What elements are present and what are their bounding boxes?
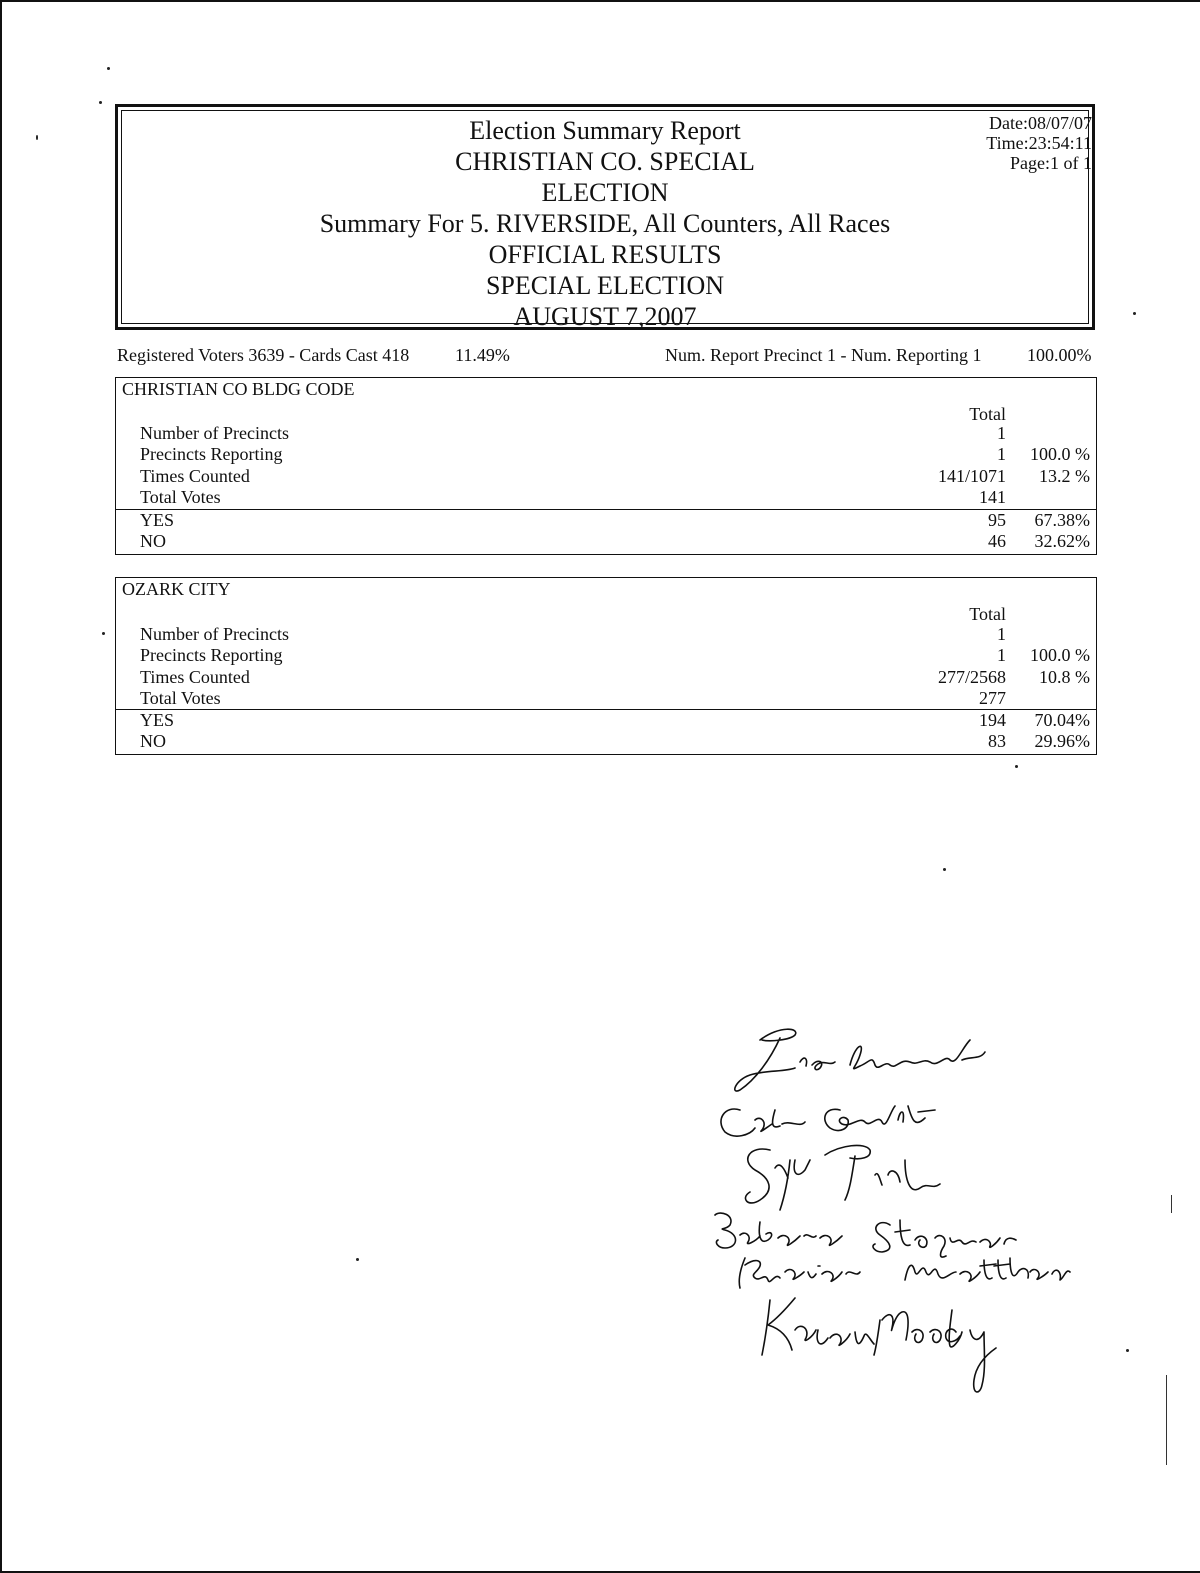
signatures-block <box>700 1010 1100 1400</box>
scan-speck <box>1015 765 1018 768</box>
turnout-percent: 11.49% <box>455 345 510 365</box>
row-percent: 10.8 % <box>1039 667 1090 687</box>
row-label: Total Votes <box>140 487 221 507</box>
registered-voters: Registered Voters 3639 - Cards Cast 418 <box>117 345 410 365</box>
county-name: CHRISTIAN CO. SPECIAL <box>455 147 755 176</box>
row-percent: 100.0 % <box>1030 444 1090 464</box>
race-title: CHRISTIAN CO BLDG CODE <box>122 379 355 399</box>
scan-mark <box>1171 1195 1172 1213</box>
race-title: OZARK CITY <box>122 579 231 599</box>
total-column-header: Total <box>969 604 1006 624</box>
row-label: NO <box>140 731 166 751</box>
page-border-left <box>0 0 2 1573</box>
scan-speck <box>356 1258 359 1261</box>
row-label: YES <box>140 510 175 530</box>
row-value: 194 <box>979 710 1006 730</box>
report-title-block <box>118 115 1092 332</box>
report-meta <box>986 113 1092 173</box>
row-label: NO <box>140 531 166 551</box>
election-label: ELECTION <box>541 178 669 207</box>
row-percent: 13.2 % <box>1039 466 1090 486</box>
row-percent: 70.04% <box>1034 710 1090 730</box>
race-ozark-city <box>115 577 1097 755</box>
signature-2 <box>721 1106 935 1136</box>
row-value: 95 <box>988 510 1006 530</box>
row-percent: 67.38% <box>1034 510 1090 530</box>
row-percent: 100.0 % <box>1030 645 1090 665</box>
row-value: 46 <box>988 531 1006 551</box>
scan-speck <box>99 101 102 104</box>
precinct-reporting: Num. Report Precinct 1 - Num. Reporting 1 <box>665 345 982 365</box>
table-row <box>116 645 1096 666</box>
table-row <box>116 466 1096 487</box>
signature-1 <box>735 1029 985 1091</box>
row-label: Precincts Reporting <box>140 645 283 665</box>
row-value: 141/1071 <box>937 466 1006 486</box>
signature-3 <box>745 1145 940 1210</box>
table-row <box>116 423 1096 444</box>
report-page: Page:1 of 1 <box>1010 153 1092 173</box>
scan-speck <box>1126 1349 1129 1352</box>
row-value: 83 <box>988 731 1006 751</box>
report-title: Election Summary Report <box>469 116 741 145</box>
row-value: 141 <box>979 487 1006 507</box>
table-row <box>116 688 1096 709</box>
scan-speck <box>102 632 105 635</box>
report-header <box>115 104 1095 330</box>
table-row <box>116 444 1096 465</box>
race-christian-co-bldg-code <box>115 377 1097 555</box>
row-value: 1 <box>997 423 1006 443</box>
row-value: 277/2568 <box>937 667 1006 687</box>
scan-speck <box>36 135 38 140</box>
scan-speck <box>943 868 946 871</box>
table-row <box>116 510 1096 531</box>
row-label: Times Counted <box>140 466 250 486</box>
row-label: Number of Precincts <box>140 423 289 443</box>
table-row <box>116 624 1096 645</box>
signature-5 <box>739 1258 1070 1288</box>
scan-speck <box>107 67 110 70</box>
report-time: Time:23:54:11 <box>986 133 1092 153</box>
summary-for: Summary For 5. RIVERSIDE, All Counters, All Races <box>319 209 891 238</box>
scan-speck <box>1133 312 1136 315</box>
reporting-percent: 100.00% <box>1027 345 1092 365</box>
row-label: Total Votes <box>140 688 221 708</box>
report-date: Date:08/07/07 <box>989 113 1092 133</box>
scan-mark <box>1166 1375 1167 1465</box>
row-percent: 29.96% <box>1034 731 1090 751</box>
election-type: SPECIAL ELECTION <box>485 271 725 300</box>
row-label: YES <box>140 710 175 730</box>
page-border-bottom <box>0 1565 1200 1573</box>
row-value: 1 <box>997 645 1006 665</box>
table-row <box>116 487 1096 508</box>
table-row <box>116 531 1096 552</box>
row-value: 1 <box>997 624 1006 644</box>
table-row <box>116 667 1096 688</box>
row-label: Number of Precincts <box>140 624 289 644</box>
row-label: Times Counted <box>140 667 250 687</box>
page-border-top <box>0 0 1200 10</box>
results-status: OFFICIAL RESULTS <box>488 240 722 269</box>
row-value: 277 <box>979 688 1006 708</box>
table-row <box>116 731 1096 752</box>
total-column-header: Total <box>969 404 1006 424</box>
table-row <box>116 710 1096 731</box>
row-value: 1 <box>997 444 1006 464</box>
signature-6 <box>762 1298 996 1392</box>
row-label: Precincts Reporting <box>140 444 283 464</box>
row-percent: 32.62% <box>1034 531 1090 551</box>
signature-4 <box>715 1213 1016 1257</box>
election-date: AUGUST 7,2007 <box>513 302 697 331</box>
